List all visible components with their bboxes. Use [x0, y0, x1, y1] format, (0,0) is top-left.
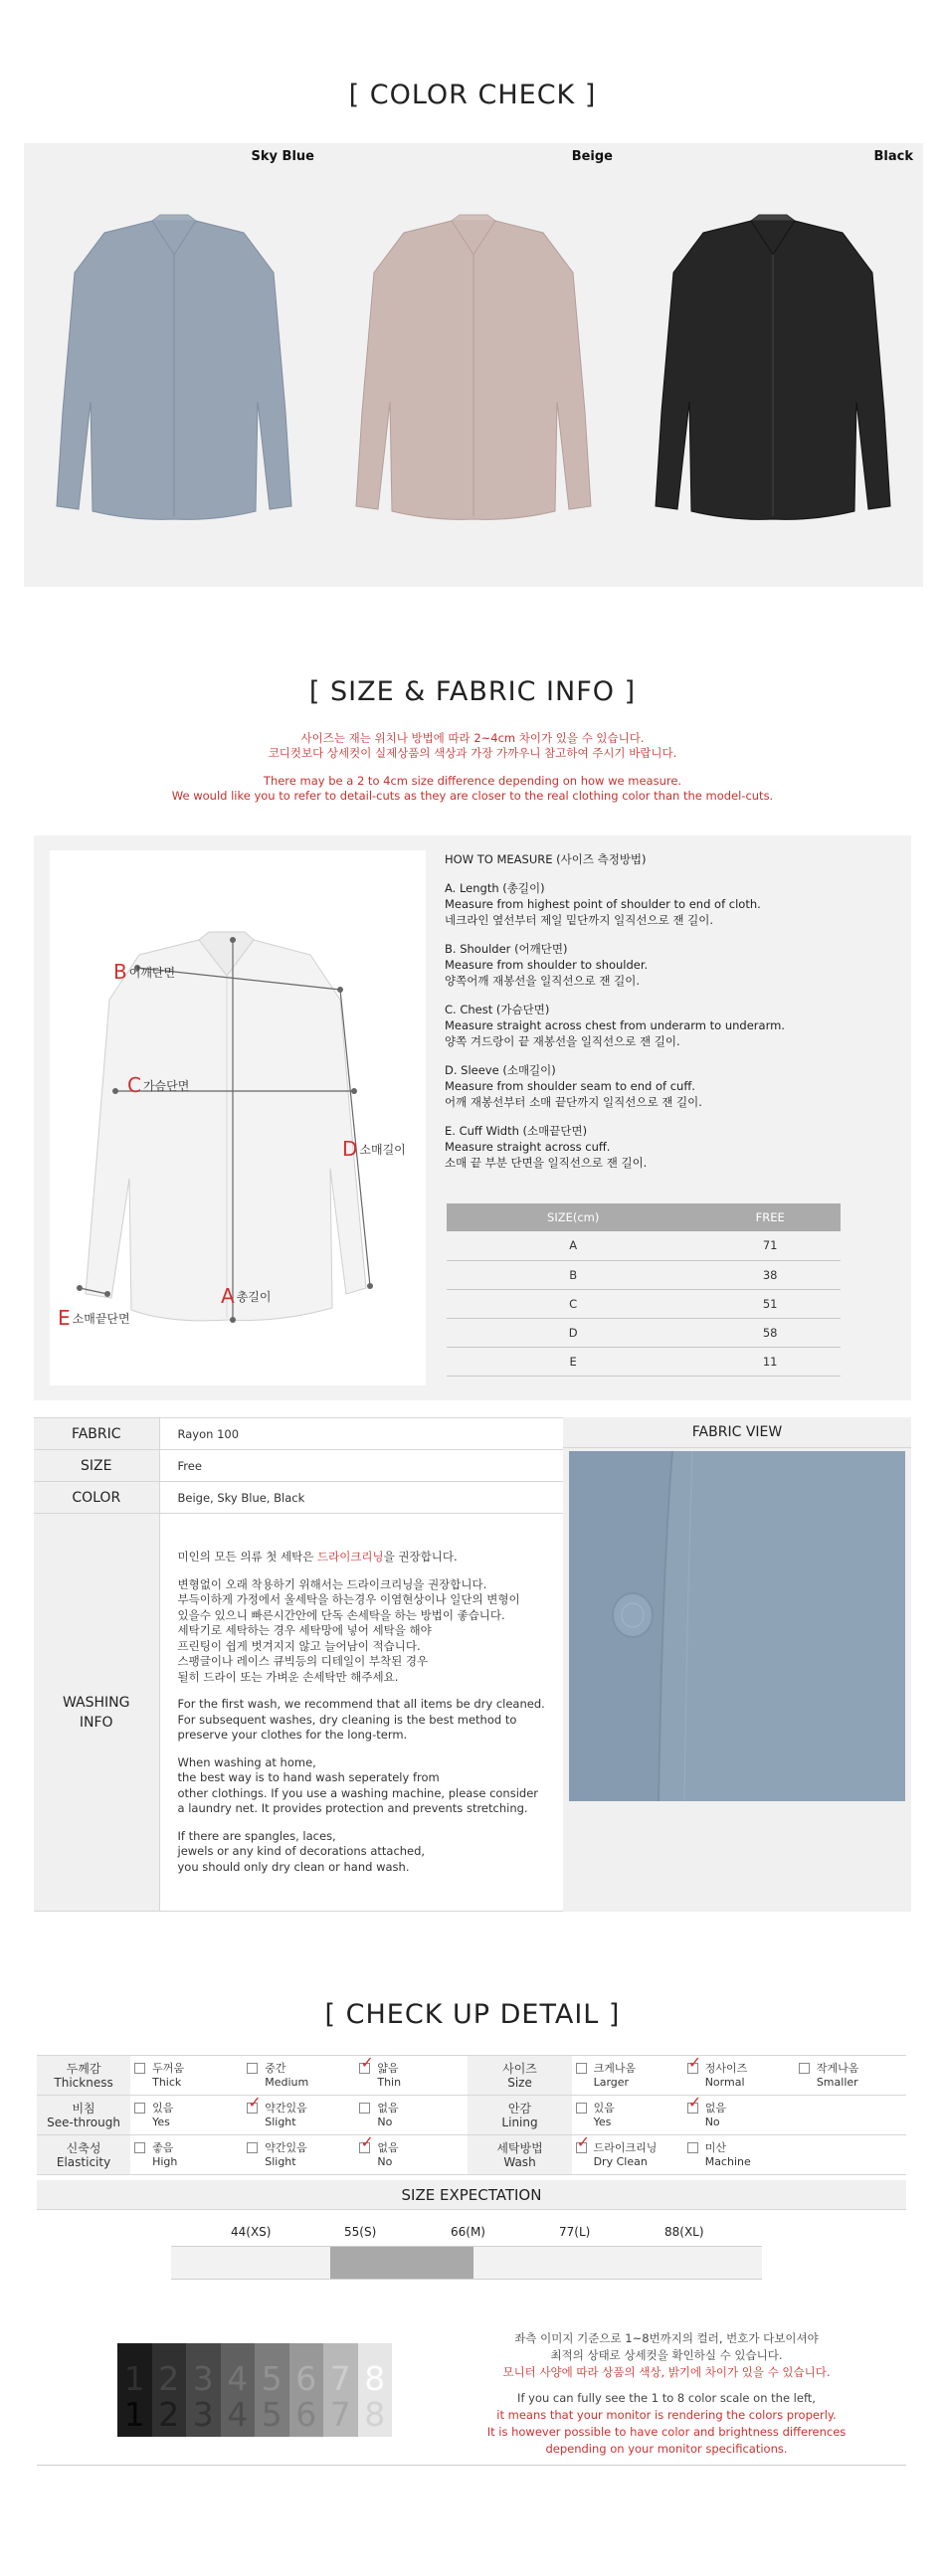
item-kr: 양쪽 겨드랑이 끝 재봉선을 일직선으로 잰 길이. — [445, 1034, 680, 1048]
label-en: Wash — [503, 2154, 536, 2169]
checkbox-icon[interactable] — [134, 2103, 145, 2114]
shirt-photos — [24, 143, 923, 587]
table-row — [37, 2096, 906, 2135]
wash-line: 세탁기로 세탁하는 경우 세탁망에 넣어 세탁을 해야 — [177, 1623, 432, 1637]
bottom-divider — [37, 2465, 906, 2466]
check-up-table — [37, 2055, 906, 2175]
scale-number: 1 — [123, 2395, 145, 2434]
scale-number: 7 — [329, 2395, 351, 2434]
label-letter: D — [342, 1137, 358, 1161]
measure-label-d — [342, 1137, 406, 1161]
color-label: COLOR — [34, 1482, 159, 1514]
option-machine[interactable] — [683, 2135, 795, 2175]
item-en: Measure straight across cuff. — [445, 1140, 611, 1154]
label-kr: 두께감 — [66, 2061, 101, 2076]
opt-en: High — [152, 2154, 178, 2168]
checkbox-checked-icon[interactable] — [576, 2142, 587, 2153]
how-to-item-d — [445, 1062, 882, 1110]
opt-en: No — [377, 2154, 393, 2168]
table-cell: A — [447, 1231, 699, 1260]
opt-kr: 미산 — [704, 2140, 726, 2154]
wash-text: 미인의 모든 의류 첫 세탁은 — [177, 1550, 317, 1564]
opt-en: Dry Clean — [593, 2154, 648, 2168]
header-cell: SIZE(cm) — [447, 1203, 699, 1231]
wash-line: When washing at home, — [177, 1754, 316, 1769]
option-thin[interactable] — [355, 2056, 468, 2096]
monitor-line-red: It is however possible to have color and brightness differences — [486, 2425, 847, 2439]
label-kr: 사이즈 — [502, 2061, 537, 2076]
table-row — [34, 1514, 563, 1912]
option-dry-clean[interactable] — [572, 2135, 683, 2175]
checkbox-icon[interactable] — [687, 2142, 698, 2153]
notice-line: There may be a 2 to 4cm size difference depending on how we measure. — [263, 774, 682, 788]
label-en: Thickness — [54, 2075, 113, 2090]
table-row — [34, 1418, 563, 1450]
scale-number: 3 — [192, 2395, 214, 2434]
shirt-beige — [356, 215, 591, 519]
monitor-line: 좌측 이미지 기준으로 1~8번까지의 컬러, 번호가 다보이셔야 — [514, 2331, 819, 2345]
size-table — [447, 1203, 841, 1377]
item-en: Measure from shoulder to shoulder. — [445, 958, 649, 972]
item-kr: 네크라인 옆선부터 제일 밑단까지 일직선으로 잰 길이. — [445, 913, 713, 927]
wash-en-2 — [178, 1755, 546, 1817]
washing-label — [34, 1514, 159, 1912]
notice-line: 사이즈는 재는 위치나 방법에 따라 2~4cm 차이가 있을 수 있습니다. — [300, 731, 645, 745]
elasticity-label — [37, 2135, 130, 2175]
item-title: A. Length (총길이) — [445, 881, 545, 895]
item-kr: 소매 끝 부분 단면을 일직선으로 잰 길이. — [445, 1156, 648, 1170]
label-kr: 세탁방법 — [496, 2140, 543, 2155]
item-title: B. Shoulder (어깨단면) — [445, 942, 568, 956]
opt-kr: 크게나옴 — [593, 2061, 637, 2075]
scale-number: 4 — [227, 2359, 249, 2398]
opt-kr: 작게나옴 — [816, 2061, 859, 2075]
label-letter: C — [127, 1073, 141, 1097]
wash-line: For subsequent washes, dry cleaning is the best method to — [177, 1712, 517, 1727]
item-kr: 어깨 재봉선부터 소매 끝단까지 일직선으로 잰 길이. — [445, 1095, 702, 1109]
how-to-item-c — [445, 1002, 882, 1049]
see-through-label — [37, 2096, 130, 2135]
opt-en: Medium — [265, 2075, 309, 2089]
fabric-view-panel — [563, 1448, 911, 1912]
size-fabric-title: [ SIZE & FABRIC INFO ] — [308, 676, 637, 707]
opt-en: Larger — [593, 2075, 630, 2089]
opt-en: Machine — [704, 2154, 751, 2168]
label-letter: B — [113, 960, 127, 984]
opt-kr: 중간 — [265, 2061, 286, 2075]
size-notice-kr — [0, 731, 945, 761]
table-cell: C — [447, 1289, 699, 1318]
item-en: Measure straight across chest from underarm to underarm. — [445, 1018, 785, 1032]
how-to-item-b — [445, 941, 882, 989]
measure-label-c — [127, 1073, 189, 1097]
label-text: 소매길이 — [359, 1143, 406, 1157]
opt-en: Thick — [152, 2075, 182, 2089]
option-smaller[interactable] — [795, 2056, 906, 2096]
option-lining-yes[interactable] — [572, 2096, 683, 2135]
opt-kr: 두꺼움 — [152, 2061, 184, 2075]
fabric-table — [34, 1417, 563, 1912]
label-text: 총길이 — [236, 1290, 272, 1304]
table-row — [447, 1289, 841, 1318]
option-larger[interactable] — [572, 2056, 683, 2096]
wash-line: 있을수 있으니 빠른시간안에 단독 손세탁을 하는 방법이 좋습니다. — [177, 1607, 505, 1622]
size-table-header — [447, 1203, 841, 1231]
wash-line: 스팽글이나 레이스 큐빅등의 디테일이 부착된 경우 — [177, 1654, 429, 1668]
table-row — [447, 1318, 841, 1347]
monitor-line-red: depending on your monitor specifications. — [545, 2442, 788, 2456]
size-label-xl: 88(XL) — [664, 2225, 704, 2239]
wash-line: 프린팅이 쉽게 벗겨지지 않고 늘어남이 적습니다. — [177, 1638, 421, 1653]
opt-kr: 있음 — [152, 2101, 174, 2115]
wash-first — [178, 1550, 546, 1565]
size-range-fill — [330, 2247, 473, 2279]
table-row — [34, 1450, 563, 1482]
size-label-m: 66(M) — [451, 2225, 485, 2239]
monitor-line: If you can fully see the 1 to 8 color scale on the left, — [517, 2391, 816, 2405]
scale-number: 3 — [192, 2359, 214, 2398]
notice-line: 코디컷보다 상세컷이 실제상품의 색상과 가장 가까우니 참고하여 주시기 바랍니다. — [268, 746, 677, 760]
header-cell: FREE — [699, 1203, 841, 1231]
option-thick[interactable] — [130, 2056, 243, 2096]
empty-cell — [795, 2135, 906, 2175]
color-name: Beige — [571, 149, 613, 164]
monitor-line-red: it means that your monitor is rendering the colors properly. — [496, 2408, 837, 2422]
checkbox-icon[interactable] — [134, 2063, 145, 2074]
monitor-line-red: 모니터 사양에 따라 상품의 색상, 밝기에 차이가 있을 수 있습니다. — [502, 2365, 831, 2379]
how-to-measure — [445, 851, 882, 1184]
opt-kr: 없음 — [704, 2101, 726, 2115]
label-en: See-through — [47, 2115, 120, 2129]
item-en: Measure from highest point of shoulder to end of cloth. — [445, 897, 761, 911]
opt-en: Thin — [377, 2075, 402, 2089]
table-cell: E — [447, 1347, 699, 1376]
fabric-label: FABRIC — [34, 1418, 159, 1450]
wash-line: preserve your clothes for the long-term. — [177, 1728, 408, 1742]
monitor-line: 최적의 상태로 상세컷을 확인하실 수 있습니다. — [550, 2348, 783, 2362]
size-label-l: 77(L) — [559, 2225, 591, 2239]
wash-line: the best way is to hand wash seperately from — [177, 1770, 440, 1784]
opt-kr: 정사이즈 — [704, 2061, 748, 2075]
option-lining-no[interactable] — [683, 2096, 795, 2135]
table-cell: 38 — [699, 1260, 841, 1289]
table-row — [37, 2056, 906, 2096]
opt-en: Slight — [265, 2115, 296, 2128]
checkbox-icon[interactable] — [799, 2063, 810, 2074]
checkbox-checked-icon[interactable] — [687, 2063, 698, 2074]
table-cell: 71 — [699, 1231, 841, 1260]
size-expectation-bar — [171, 2246, 762, 2280]
wash-line: 변형없이 오래 착용하기 위해서는 드라이크리닝을 권장합니다. — [177, 1576, 487, 1591]
table-row — [34, 1482, 563, 1514]
label-text: 가슴단면 — [142, 1079, 190, 1093]
checkbox-checked-icon[interactable] — [687, 2103, 698, 2114]
color-name: Black — [873, 149, 913, 164]
scale-number: 7 — [329, 2359, 351, 2398]
scale-number: 1 — [123, 2359, 145, 2398]
checkbox-icon[interactable] — [576, 2063, 587, 2074]
fabric-closeup-image — [563, 1448, 911, 1912]
measure-diagram — [50, 850, 426, 1385]
scale-number: 4 — [227, 2395, 249, 2434]
table-row — [447, 1260, 841, 1289]
size-label-s: 55(S) — [344, 2225, 377, 2239]
opt-kr: 드라이크리닝 — [593, 2140, 658, 2154]
option-yes[interactable] — [130, 2096, 243, 2135]
scale-number: 8 — [364, 2359, 386, 2398]
checkbox-icon[interactable] — [359, 2103, 370, 2114]
table-row — [37, 2135, 906, 2175]
size-label: SIZE — [34, 1450, 159, 1482]
washing-info — [159, 1514, 563, 1912]
label-letter: E — [58, 1306, 71, 1330]
thickness-label — [37, 2056, 130, 2096]
scale-number: 6 — [295, 2395, 317, 2434]
scale-number: 8 — [364, 2395, 386, 2434]
opt-en: No — [704, 2115, 720, 2128]
wash-en-3 — [178, 1829, 546, 1876]
label-kr: 안감 — [507, 2101, 532, 2116]
option-slight-elastic[interactable] — [243, 2135, 355, 2175]
color-swatch-panel — [24, 143, 923, 587]
color-value: Beige, Sky Blue, Black — [159, 1482, 563, 1514]
color-name: Sky Blue — [251, 149, 314, 164]
wash-line: other clothings. If you use a washing machine, please consider — [177, 1785, 539, 1800]
measure-label-a — [221, 1284, 271, 1308]
table-row — [447, 1231, 841, 1260]
monitor-notice — [438, 2330, 895, 2458]
measure-label-e — [58, 1306, 130, 1330]
opt-kr: 약간있음 — [265, 2140, 307, 2154]
notice-line: We would like you to refer to detail-cuts as they are closer to the real clothing color than the model-cuts. — [171, 789, 774, 803]
measure-label-b — [113, 960, 175, 984]
check-up-title: [ CHECK UP DETAIL ] — [324, 1999, 621, 2030]
size-fit-label — [468, 2056, 571, 2096]
wash-line: 될히 드라이 또는 가벼운 손세탁만 해주세요. — [177, 1669, 399, 1684]
checkbox-checked-icon[interactable] — [359, 2142, 370, 2153]
color-scale — [117, 2343, 392, 2437]
item-title: D. Sleeve (소매길이) — [445, 1063, 556, 1077]
opt-kr: 좋음 — [152, 2140, 174, 2154]
wash-line: If there are spangles, laces, — [177, 1828, 336, 1843]
label-text: 소매끝단면 — [72, 1312, 130, 1326]
table-cell: 58 — [699, 1318, 841, 1347]
label-en: Elasticity — [56, 2154, 111, 2169]
label-kr: 신축성 — [66, 2140, 101, 2155]
scale-number: 5 — [261, 2359, 283, 2398]
size-label-xs: 44(XS) — [231, 2225, 272, 2239]
checkbox-icon[interactable] — [247, 2063, 258, 2074]
color-check-title: [ COLOR CHECK ] — [348, 80, 597, 110]
how-to-item-a — [445, 880, 882, 928]
table-cell: 11 — [699, 1347, 841, 1376]
opt-en: Yes — [593, 2115, 612, 2128]
washing-label-text: WASHING INFO — [62, 1694, 130, 1731]
item-en: Measure from shoulder seam to end of cuff. — [445, 1079, 695, 1093]
opt-kr: 없음 — [377, 2101, 399, 2115]
table-row — [447, 1347, 841, 1376]
label-text: 어깨단면 — [128, 966, 176, 980]
wash-line: For the first wash, we recommend that all items be dry cleaned. — [177, 1697, 545, 1711]
option-medium[interactable] — [243, 2056, 355, 2096]
opt-kr: 약간있음 — [265, 2101, 307, 2115]
label-en: Lining — [501, 2115, 538, 2129]
option-no[interactable] — [355, 2096, 468, 2135]
table-cell: 51 — [699, 1289, 841, 1318]
table-cell: B — [447, 1260, 699, 1289]
opt-en: Yes — [152, 2115, 170, 2128]
opt-en: Slight — [265, 2154, 296, 2168]
size-value: Free — [159, 1450, 563, 1482]
label-kr: 비침 — [72, 2101, 95, 2116]
scale-number: 5 — [261, 2395, 283, 2434]
fabric-view-label: FABRIC VIEW — [563, 1417, 911, 1448]
wash-line: 부득이하게 가정에서 울세탁을 하는경우 이염현상이나 일단의 변형이 — [177, 1592, 520, 1606]
wash-line: a laundry net. It provides protection and prevents stretching. — [177, 1801, 528, 1815]
scale-number: 2 — [158, 2359, 180, 2398]
checkbox-checked-icon[interactable] — [247, 2103, 258, 2114]
wash-kr — [178, 1577, 546, 1686]
item-kr: 양쪽어깨 재봉선을 일직선으로 잰 길이. — [445, 974, 641, 988]
scale-number: 2 — [158, 2395, 180, 2434]
item-title: E. Cuff Width (소매끝단면) — [445, 1124, 588, 1138]
shirt-sky-blue — [57, 215, 291, 519]
how-to-item-e — [445, 1123, 882, 1171]
shirt-black — [656, 215, 890, 519]
wash-line: you should only dry clean or hand wash. — [177, 1859, 410, 1874]
fabric-value: Rayon 100 — [159, 1418, 563, 1450]
option-no-elastic[interactable] — [355, 2135, 468, 2175]
wash-method-label — [468, 2135, 571, 2175]
wash-line: jewels or any kind of decorations attached, — [177, 1844, 426, 1858]
opt-kr: 있음 — [593, 2101, 615, 2115]
checkbox-icon[interactable] — [576, 2103, 587, 2114]
checkbox-checked-icon[interactable] — [359, 2063, 370, 2074]
lining-label — [468, 2096, 571, 2135]
label-en: Size — [507, 2075, 532, 2090]
size-notice-en — [0, 774, 945, 804]
table-cell: D — [447, 1318, 699, 1347]
size-expectation-label: SIZE EXPECTATION — [37, 2180, 906, 2210]
opt-kr: 얇음 — [377, 2061, 399, 2075]
opt-kr: 없음 — [377, 2140, 399, 2154]
option-normal[interactable] — [683, 2056, 795, 2096]
opt-en: Normal — [704, 2075, 745, 2089]
checkbox-icon[interactable] — [134, 2142, 145, 2153]
label-letter: A — [221, 1284, 235, 1308]
item-title: C. Chest (가슴단면) — [445, 1003, 550, 1016]
wash-highlight: 드라이크리닝 — [316, 1550, 384, 1564]
opt-en: Smaller — [816, 2075, 858, 2089]
wash-text: 을 권장합니다. — [383, 1550, 458, 1564]
wash-en-1 — [178, 1697, 546, 1744]
scale-number: 6 — [295, 2359, 317, 2398]
empty-cell — [795, 2096, 906, 2135]
option-high[interactable] — [130, 2135, 243, 2175]
how-to-heading: HOW TO MEASURE (사이즈 측정방법) — [445, 852, 647, 866]
opt-en: No — [377, 2115, 393, 2128]
option-slight[interactable] — [243, 2096, 355, 2135]
checkbox-icon[interactable] — [247, 2142, 258, 2153]
